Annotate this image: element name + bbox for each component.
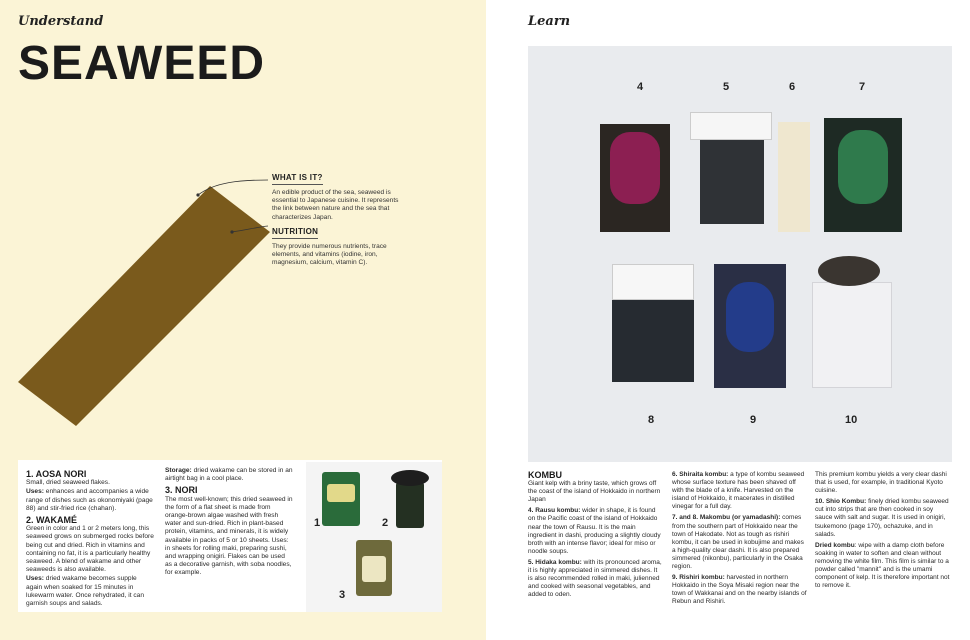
aosa-desc: Small, dried seaweed flakes. [26,479,110,487]
photo-number-5: 5 [723,81,730,93]
photo-number-6: 6 [789,81,796,93]
nori-heading: 3. NORI [165,485,198,496]
nori-desc: The most well-known; this dried seaweed in the form of a flat sheet is made from orange-brown algae washed with fresh water and sun-dried. Rich in plant-based protein, vitamins, and minerals, it is widely available in packs of 5 or 10 sheets. Uses: in sheets for rolling maki, preparing sushi, and wrapping onigiri. Flakes can be used as a decorative garnish, with soba noodles, for example. [165,495,293,577]
what-is-it-block [272,167,402,222]
what-is-it-heading: WHAT IS IT? [272,173,323,185]
premium-text: This premium kombu yields a very clear dashi that is used, for example, in traditional Kyoto cuisine. [815,471,947,495]
section-tag-understand: Understand [18,14,104,29]
photo-number-3: 3 [339,589,346,601]
makombu-text: 7. and 8. Makombu (or yamadashi): comes from the southern part of Hokkaido near the town of Hakodate. Not as tough as rishiri kombu, it can be used in kobujime and makes a high-quality clear dashi. It is also prepared simmered (nikonbu), particularly in the Osaka region. [672,514,804,571]
photo-number-8: 8 [648,414,655,426]
kombu-column-3 [815,471,951,593]
wakame-desc: Green in color and 1 or 2 meters long, this seaweed grows on submerged rocks before being cut and dried. Rich in vitamins and containing no fat, it is a particularly healthy seaweed. A blend of wakame and other seaweeds is also available. [26,525,154,574]
makombu-label [838,130,888,204]
kombu-products-photo [528,46,952,462]
rausu-kombu-label [610,132,660,204]
kombu-column-1 [528,471,662,602]
kombu-heading: KOMBU [528,470,562,480]
page-title: SEAWEED [18,37,266,90]
seaweed-illustration [0,150,300,440]
rausu-text: 4. Rausu kombu: wider in shape, it is found on the Pacific coast of the island of Hokkaido near the town of Rausu. It is the main ingredient in dashi, producing a slightly cloudy broth with an intense flavor; ideal for miso or noodle soups. [528,507,661,555]
kombu-intro: Giant kelp with a briny taste, which grows off the coast of the island of Hokkaido in northern Japan [528,480,661,504]
photo-number-4: 4 [637,81,644,93]
shio-text: 10. Shio Kombu: finely dried kombu seaweed cut into strips that are then cooked in soy sauce with salt and sugar. It is used in onigiri, tsukemono (page 170), ochazuke, and in salads. [815,498,949,538]
photo-number-9: 9 [750,414,757,426]
shiraita-kombu [778,122,810,232]
aosa-uses: Uses: enhances and accompanies a wide range of dishes such as okonomiyaki (page 88) and stir-fried rice (chahan). [26,488,153,512]
what-is-it-text: An edible product of the sea, seaweed is essential to Japanese cuisine. It represents the link between nature and the sea that characterizes Japan. [272,189,399,221]
photo-number-1: 1 [314,517,321,529]
wakame-uses: Uses: dried wakame becomes supple again when soaked for 15 minutes in lukewarm water. Once rehydrated, it can garnish soups and salads. [26,575,145,608]
dried-kombu-text: Dried kombu: wipe with a damp cloth before soaking in water to soften and clean without removing the white film. This film is similar to a powder called "mannit" and is the umami component of kelp. It is therefore important not to remove it. [815,541,950,590]
info-column-2 [165,467,293,579]
nutrition-text: They provide numerous nutrients, trace elements, and vitamins (iodine, iron, magnesium, calcium, vitamin C). [272,243,387,267]
aosa-package-label [327,484,355,502]
shio-kombu-strips [818,256,880,286]
photo-number-2: 2 [382,517,389,529]
wakame-package [396,482,424,528]
aosa-heading: 1. AOSA NORI [26,469,87,479]
shiraita-text: 6. Shiraita kombu: a type of kombu seaweed whose surface texture has been shaved off with the blade of a knife. Harvested on the island of Hokkaido, it macerates in distilled vinegar for a full day. [672,471,805,511]
pointer-dot-nutrition [230,230,233,233]
wakame-pile [391,470,429,486]
hidaka-kombu-label [690,112,772,140]
photo-number-7: 7 [859,81,866,93]
storage-text: Storage: dried wakame can be stored in an airtight bag in a cool place. [165,467,293,483]
nori-package-label [362,556,386,582]
hidaka-text: 5. Hidaka kombu: with its pronounced aroma, it is highly appreciated in simmered dishes. It is also recommended rolled in maki, julienned and cooked with seasonal vegetables, and added to oden. [528,558,662,599]
rishiri-text: 9. Rishiri kombu: harvested in northern Hokkaido in the Soya Misaki region near the town of Wakkanai and on the nearby islands of Rebun and Rishiri. [672,574,807,606]
pointer-dot-what [196,193,199,196]
yamadashi-label [612,264,694,300]
nutrition-block [272,221,402,268]
wakame-heading: 2. WAKAMÉ [26,515,78,526]
nutrition-heading: NUTRITION [272,227,318,239]
section-tag-learn: Learn [528,14,571,29]
photo-number-10: 10 [845,414,858,426]
shio-kombu-package [812,282,892,388]
seaweed-sheet-shape [18,186,270,426]
info-column-1 [26,467,154,609]
rishiri-kombu-label [726,282,774,352]
kombu-column-2 [672,471,808,610]
